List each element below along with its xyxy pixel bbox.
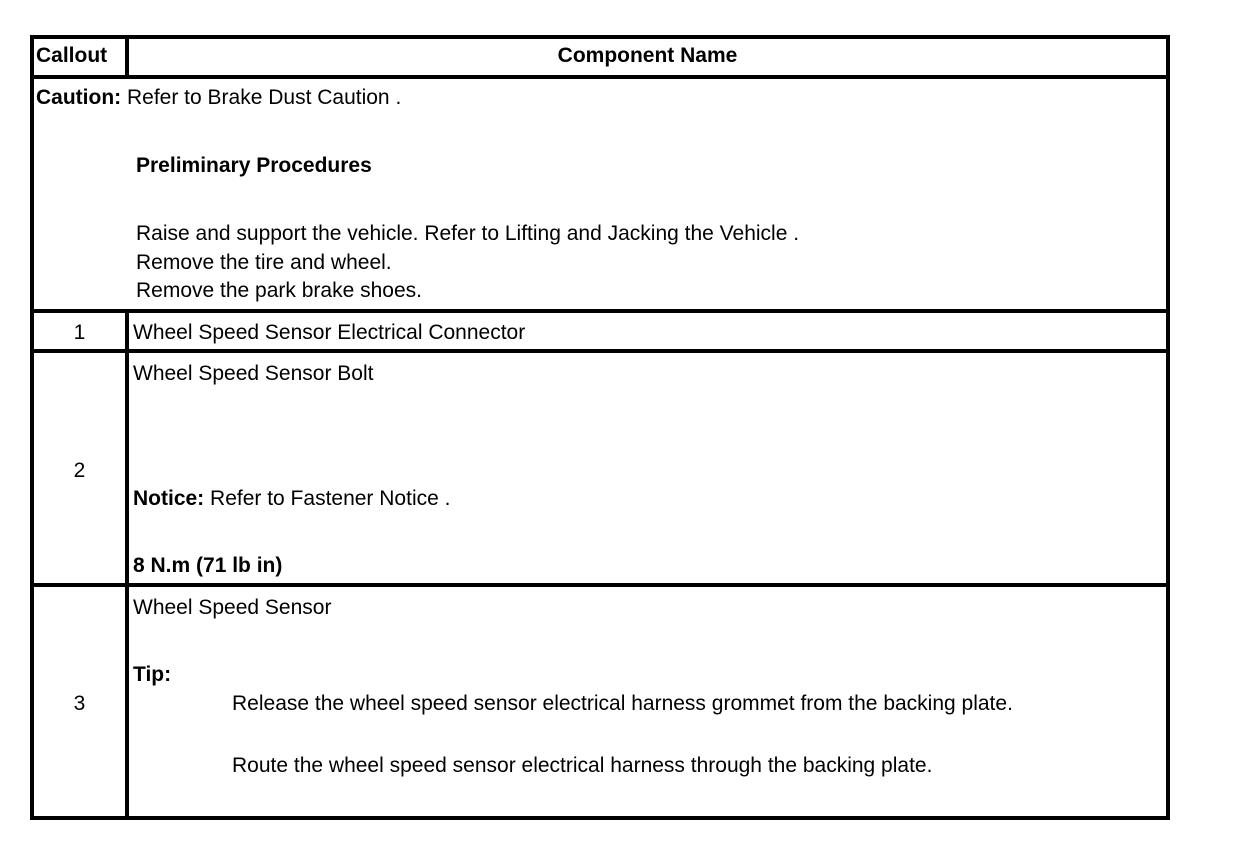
preliminary-step: Remove the tire and wheel. <box>136 251 392 274</box>
callout-number: 1 <box>73 321 86 344</box>
caution-note <box>36 86 401 110</box>
caution-text: Refer to Brake Dust Caution . <box>121 86 402 109</box>
notice-text: Refer to Fastener Notice . <box>204 487 451 510</box>
table-rule-row1-top <box>30 309 1170 313</box>
preliminary-procedures-title: Preliminary Procedures <box>136 154 372 177</box>
table-border-top <box>30 35 1170 39</box>
callout-number: 3 <box>73 692 86 715</box>
preliminary-step: Raise and support the vehicle. Refer to Lifting and Jacking the Vehicle . <box>136 222 800 245</box>
callout-column-header: Callout <box>36 44 108 67</box>
component-name-column-header: Component Name <box>557 44 738 67</box>
table-border-right <box>1166 35 1170 820</box>
table-rule-header <box>30 75 1170 79</box>
component-name: Wheel Speed Sensor <box>133 596 332 619</box>
table-col-divider-body <box>125 311 129 820</box>
table-border-bottom <box>30 816 1170 820</box>
caution-label: Caution: <box>36 86 122 109</box>
tip-step: Route the wheel speed sensor electrical harness through the backing plate. <box>232 754 933 777</box>
callout-number: 2 <box>73 459 86 482</box>
table-rule-row2-top <box>30 349 1170 353</box>
torque-spec: 8 N.m (71 lb in) <box>133 554 283 577</box>
notice-note <box>133 487 450 511</box>
preliminary-step: Remove the park brake shoes. <box>136 279 422 302</box>
component-name: Wheel Speed Sensor Bolt <box>133 362 374 385</box>
notice-label: Notice: <box>133 487 205 510</box>
table-rule-row3-top <box>30 583 1170 587</box>
tip-step: Release the wheel speed sensor electrical harness grommet from the backing plate. <box>232 692 1013 715</box>
tip-label: Tip: <box>133 663 172 686</box>
component-name: Wheel Speed Sensor Electrical Connector <box>133 321 526 344</box>
